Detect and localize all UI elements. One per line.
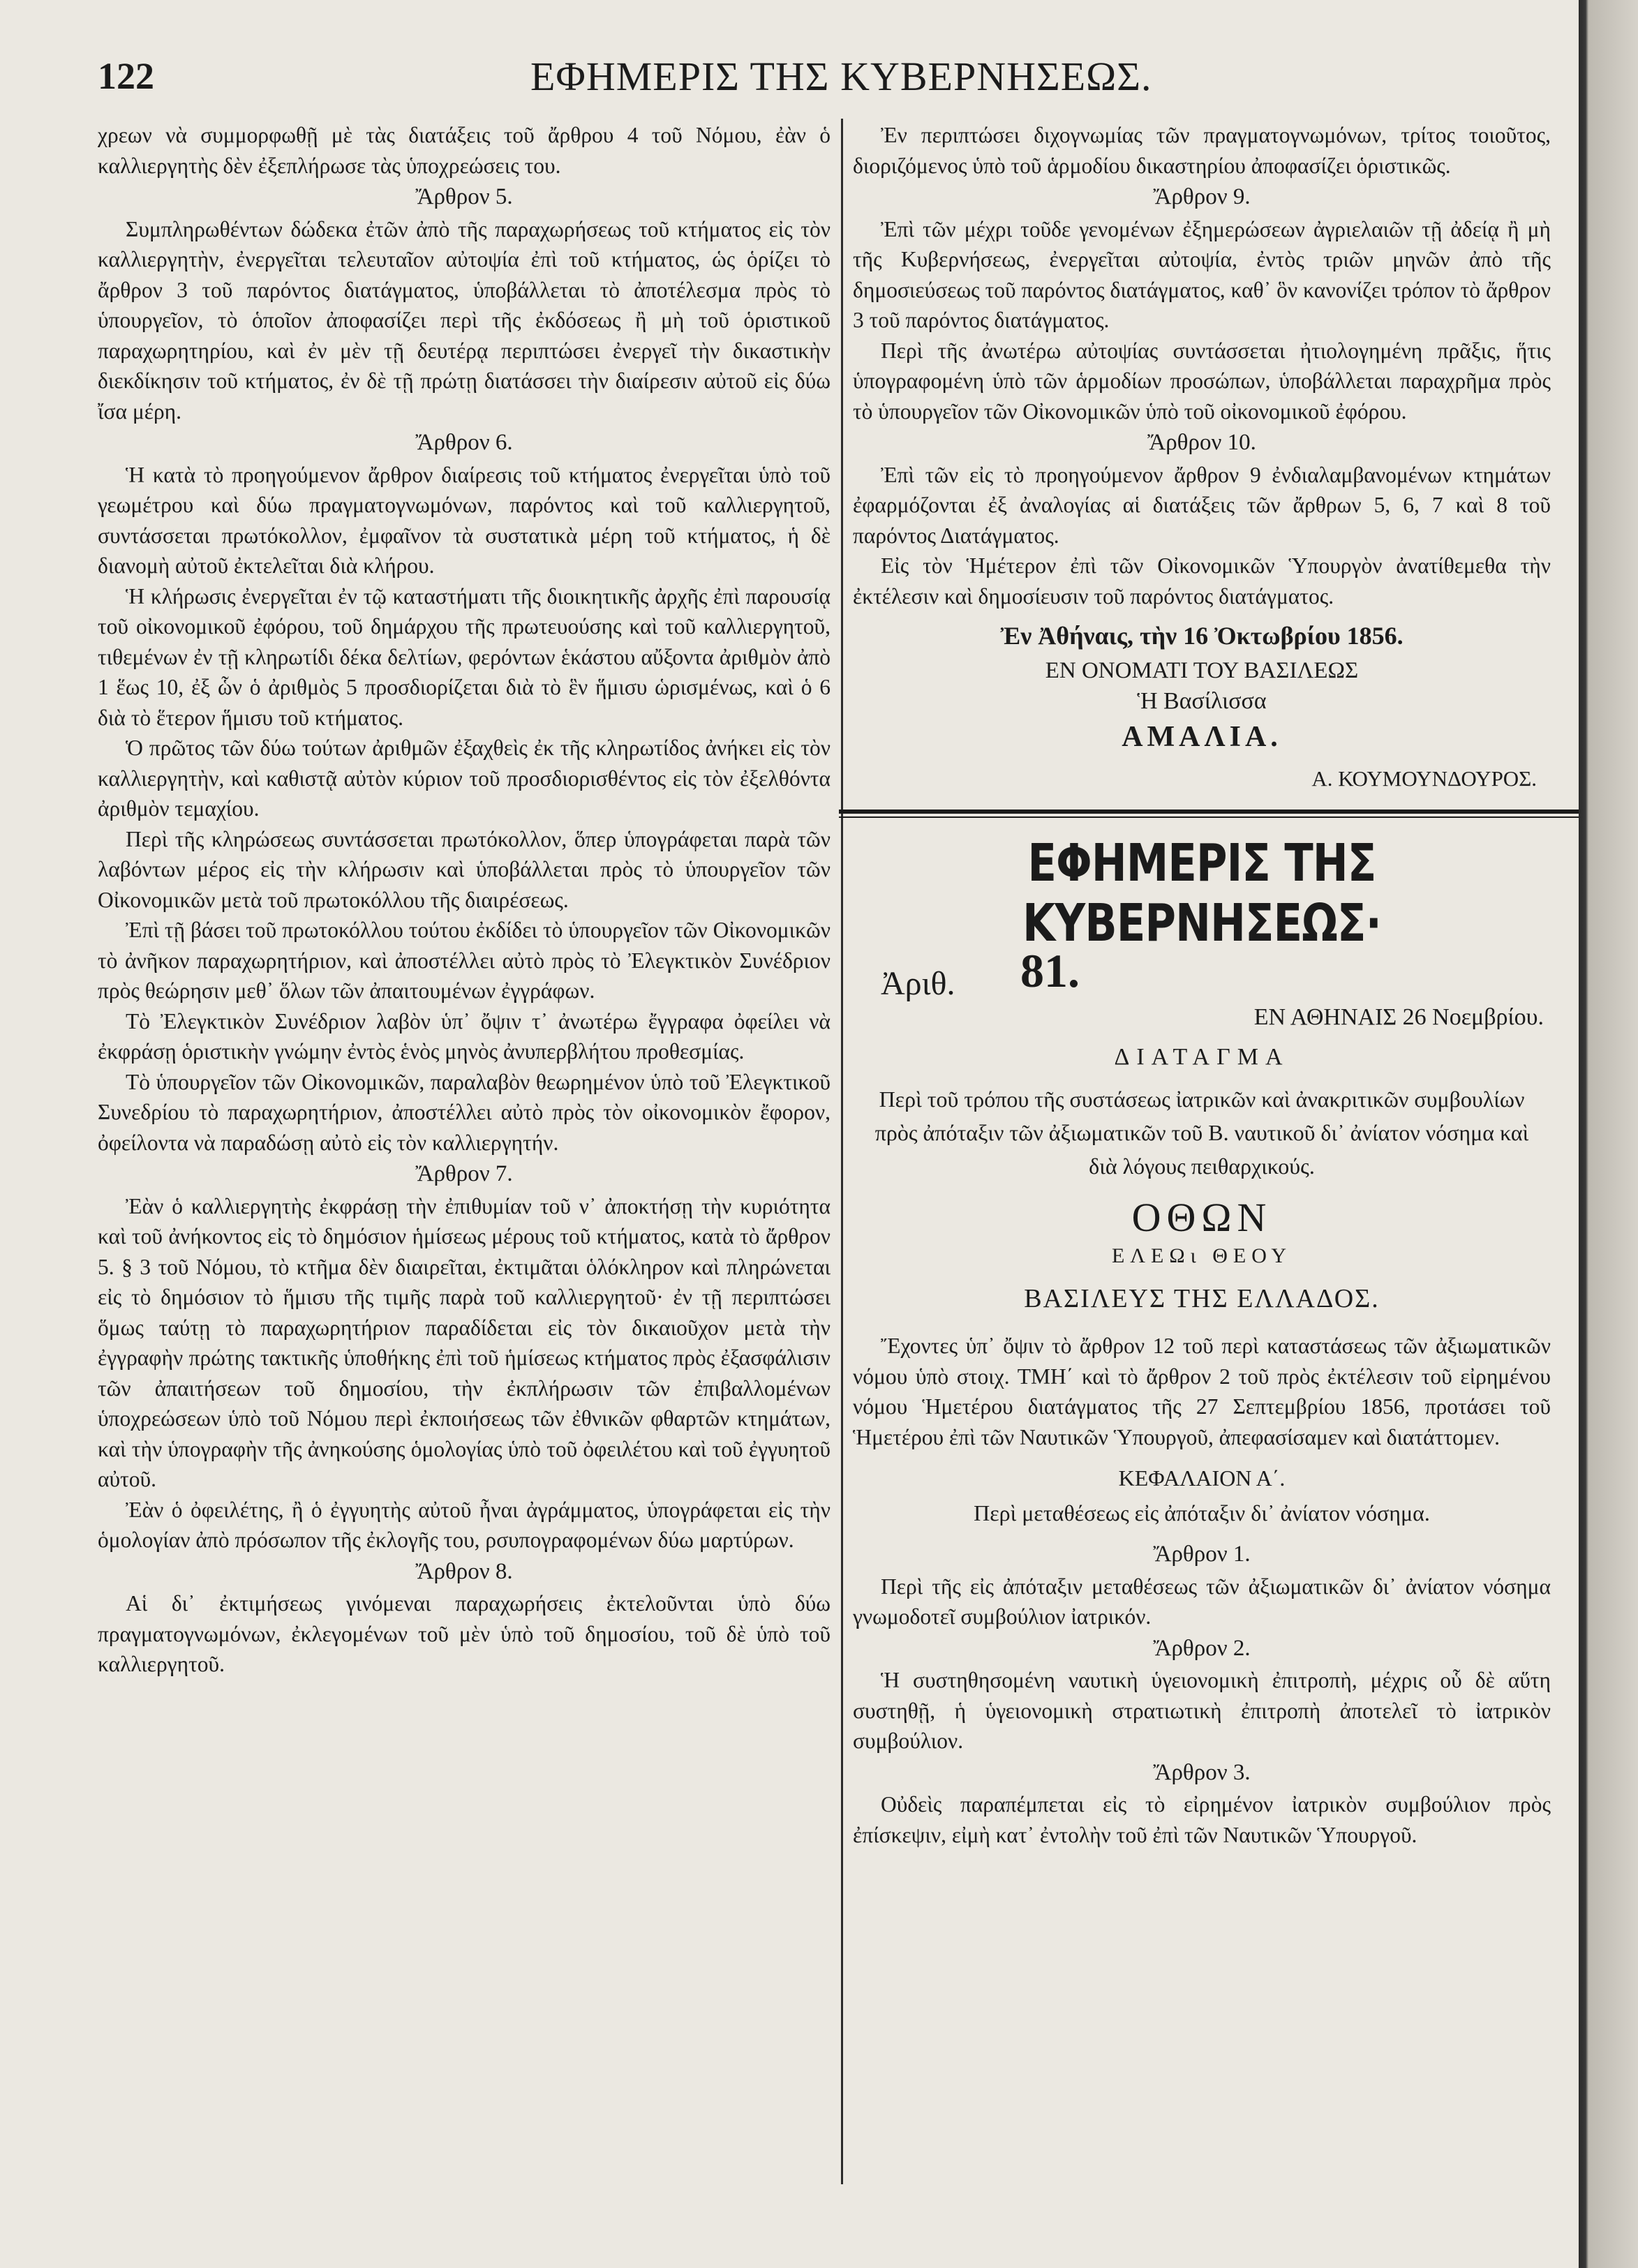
paragraph: Περὶ τῆς κληρώσεως συντάσσεται πρωτόκολλον, ὅπερ ὑπογράφεται παρὰ τῶν λαβόντων μέρος εἰς τὴν κλήρωσιν καὶ ὑποβάλλεται πρὸς τὸ ὑπουργεῖον τῶν Οἰκονομικῶν μετὰ τοῦ πρωτοκόλλου τῆς διαιρέσεως.	[98, 826, 831, 912]
article-heading: Ἄρθρον 3.	[1153, 1759, 1251, 1785]
article-heading: Ἄρθρον 9.	[1153, 184, 1251, 209]
issue-row	[853, 943, 1551, 1019]
grace-of-god: ΕΛΕΩι ΘΕΟΥ	[1111, 1244, 1293, 1267]
article-heading: Ἄρθρον 2.	[1153, 1635, 1251, 1661]
article-heading: Ἄρθρον 5.	[415, 184, 513, 209]
paragraph: Ἔχοντες ὑπ᾽ ὄψιν τὸ ἄρθρον 12 τοῦ περὶ καταστάσεως τῶν ἀξιωματικῶν νόμου ὑπὸ στοιχ. ΤΜΗ΄ καὶ τὸ ἄρθρον 2 τοῦ πρὸς ἐκτέλεσιν τοῦ εἰρημένου νόμου Ἡμετέρου διατάγματος τῆς 27 Σεπτεμβρίου 1856, προτάσει τοῦ Ἡμετέρου ἐπὶ τῶν Ναυτικῶν Ὑπουργοῦ, ἀπεφασίσαμεν καὶ διατάττομεν.	[853, 1334, 1551, 1449]
minister-signature: Α. ΚΟΥΜΟΥΝΔΟΥΡΟΣ.	[1311, 766, 1537, 791]
paragraph: Ἡ κατὰ τὸ προηγούμενον ἄρθρον διαίρεσις τοῦ κτήματος ἐνεργεῖται ὑπὸ τοῦ γεωμέτρου καὶ δύω πραγματογνωμόνων, παρόντος καὶ τοῦ καλλιεργητοῦ, συντάσσεται πρωτόκολλον, ἐμφαῖνον τὰ συστατικὰ μέρη τοῦ κτήματος, ἡ δὲ διανομὴ αὐτοῦ ἐκτελεῖται διὰ κλήρου.	[98, 462, 831, 578]
issue-label: Ἀριθ.	[881, 964, 955, 1002]
chapter-subject: Περὶ μεταθέσεως εἰς ἀπόταξιν δι᾽ ἀνίατον νόσημα.	[974, 1500, 1430, 1525]
article-heading: Ἄρθρον 10.	[1147, 430, 1256, 455]
section-divider-thick	[839, 810, 1579, 814]
paragraph: Συμπληρωθέντων δώδεκα ἐτῶν ἀπὸ τῆς παραχωρήσεως τοῦ κτήματος εἰς τὸν καλλιεργητὴν, ἐνεργεῖται τελευταῖον αὐτοψία ἐπὶ τοῦ κτήματος, ὡς ὁρίζει τὸ ἄρθρον 3 τοῦ παρόντος διατάγματος, ὑποβάλλεται τὸ ἀποτέλεσμα πρὸς τὸ ὑπουργεῖον, τὸ ὁποῖον ἀποφασίζει περὶ τῆς ἐκδόσεως ἢ μὴ τοῦ ὁριστικοῦ παραχωρητηρίου, καὶ ἐν μὲν τῇ δευτέρᾳ περιπτώσει ἐνεργεῖ τὴν δικαστικὴν διεκδίκησιν τοῦ κτήματος, ἐν δὲ τῇ πρώτῃ διατάσσει τὴν διαίρεσιν αὐτοῦ εἰς δύω ἴσα μέρη.	[98, 216, 831, 424]
article-heading: Ἄρθρον 6.	[415, 430, 513, 455]
binding-edge	[1579, 0, 1638, 2268]
queen-title: Ἡ Βασίλισσα	[1137, 688, 1267, 714]
decree-heading: ΔΙΑΤΑΓΜΑ	[1114, 1044, 1290, 1070]
page-header	[98, 49, 1549, 105]
right-column	[853, 120, 1551, 1850]
paragraph: Εἰς τὸν Ἡμέτερον ἐπὶ τῶν Οἰκονομικῶν Ὑπουργὸν ἀνατίθεμεθα τὴν ἐκτέλεσιν καὶ δημοσίευσιν τοῦ παρόντος διατάγματος.	[853, 553, 1551, 609]
decree-date: Ἐν Ἀθήναις, τὴν 16 Ὀκτωβρίου 1856.	[1000, 622, 1404, 650]
page-number: 122	[98, 55, 154, 97]
paragraph: Ἐπὶ τῶν μέχρι τοῦδε γενομένων ἐξημερώσεων ἀγριελαιῶν τῇ ἀδείᾳ ἢ μὴ τῆς Κυβερνήσεως, ἐνεργεῖται αὐτοψία, ἐντὸς τριῶν μηνῶν ἀπὸ τῆς δημοσιεύσεως τοῦ παρόντος διατάγματος, καθ᾽ ὃν κανονίζει τρόπον τὸ ἄρθρον 3 τοῦ παρόντος διατάγματος.	[853, 216, 1551, 332]
paragraph: Ὁ πρῶτος τῶν δύω τούτων ἀριθμῶν ἐξαχθεὶς ἐκ τῆς κληρωτίδος ἀνήκει εἰς τὸν καλλιεργητὴν, καὶ καθιστᾷ αὐτὸν κύριον τοῦ προσδιορισθέντος εἰς τὸν ἐξελθόντα ἀριθμὸν τεμαχίου.	[98, 736, 831, 821]
paragraph: Ἐν περιπτώσει διχογνωμίας τῶν πραγματογνωμόνων, τρίτος τοιοῦτος, διοριζόμενος ὑπὸ τοῦ ἁρμοδίου δικαστηρίου ἀποφασίζει ὁριστικῶς.	[853, 123, 1551, 178]
section-divider-thin	[839, 816, 1579, 818]
queen-signature: ΑΜΑΛΙΑ.	[1122, 720, 1282, 753]
paragraph: Ἐπὶ τῇ βάσει τοῦ πρωτοκόλλου τούτου ἐκδίδει τὸ ὑπουργεῖον τῶν Οἰκονομικῶν τὸ ἀνῆκον παραχωρητήριον, καὶ ἀποστέλλει αὐτὸ πρὸς τὸ Ἐλεγκτικὸν Συνέδριον πρὸς θεώρησιν μεθ᾽ ὅλων τῶν ἀπαιτουμένων ἐγγράφων.	[98, 918, 831, 1003]
paragraph: χρεων νὰ συμμορφωθῇ μὲ τὰς διατάξεις τοῦ ἄρθρου 4 τοῦ Νόμου, ἐὰν ὁ καλλιεργητὴς δὲν ἐξεπλήρωσε τὰς ὑποχρεώσεις του.	[98, 123, 831, 178]
running-title: ΕΦΗΜΕΡΙΣ ΤΗΣ ΚΥΒΕΡΝΗΣΕΩΣ.	[530, 54, 1152, 99]
paragraph: Οὐδεὶς παραπέμπεται εἰς τὸ εἰρημένον ἰατρικὸν συμβούλιον πρὸς ἐπίσκεψιν, εἰμὴ κατ᾽ ἐντολὴν τοῦ ἐπὶ τῶν Ναυτικῶν Ὑπουργοῦ.	[853, 1792, 1551, 1847]
gazette-masthead: ΕΦΗΜΕΡΙΣ ΤΗΣ ΚΥΒΕΡΝΗΣΕΩΣ·	[1022, 833, 1381, 953]
king-title: ΒΑΣΙΛΕΥΣ ΤΗΣ ΕΛΛΑΔΟΣ.	[1024, 1283, 1380, 1313]
chapter-heading: ΚΕΦΑΛΑΙΟΝ Α΄.	[1118, 1465, 1286, 1491]
decree-subject: Περὶ τοῦ τρόπου τῆς συστάσεως ἰατρικῶν καὶ ἀνακριτικῶν συμβουλίων πρὸς ἀπόταξιν τῶν ἀξιωματικῶν τοῦ Β. ναυτικοῦ δι᾽ ἀνίατον νόσημα καὶ διὰ λόγους πειθαρχικούς.	[874, 1086, 1529, 1179]
paragraph: Ἡ κλήρωσις ἐνεργεῖται ἐν τῷ καταστήματι τῆς διοικητικῆς ἀρχῆς ἐπὶ παρουσίᾳ τοῦ οἰκονομικοῦ ἐφόρου, τοῦ δημάρχου τῆς πρωτευούσης καὶ τοῦ καλλιεργητοῦ, τιθεμένων ἐν τῇ κληρωτίδι δέκα δελτίων, φερόντων ἑκάστου αὔξοντα ἀριθμὸν ἀπὸ 1 ἕως 10, ἐξ ὧν ὁ ἀριθμὸς 5 προσδιορίζεται διὰ τὸ ἓν ἥμισυ ὡρισμένως, καὶ ὁ 6 διὰ τὸ ἕτερον ἥμισυ τοῦ κτήματος.	[98, 583, 831, 730]
paragraph: Αἱ δι᾽ ἐκτιμήσεως γινόμεναι παραχωρήσεις ἐκτελοῦνται ὑπὸ δύω πραγματογνωμόνων, ἐκλεγομένων τοῦ μὲν ὑπὸ τοῦ δημοσίου, τοῦ δὲ ὑπὸ τοῦ καλλιεργητοῦ.	[98, 1591, 831, 1676]
paragraph: Τὸ ὑπουργεῖον τῶν Οἰκονομικῶν, παραλαβὸν θεωρημένον ὑπὸ τοῦ Ἐλεγκτικοῦ Συνεδρίου τὸ παραχωρητήριον, ἀποστέλλει αὐτὸ πρὸς τὸν οἰκονομικὸν ἔφορον, ὀφείλοντα νὰ παραδώσῃ αὐτὸ εἰς τὸν καλλιεργητήν.	[98, 1069, 831, 1155]
left-column	[98, 120, 831, 1680]
article-heading: Ἄρθρον 1.	[1153, 1542, 1251, 1567]
paragraph: Ἐπὶ τῶν εἰς τὸ προηγούμενον ἄρθρον 9 ἐνδιαλαμβανομένων κτημάτων ἐφαρμόζονται ἐξ ἀναλογίας αἱ διατάξεις τῶν ἄρθρων 5, 6, 7 καὶ 8 τοῦ παρόντος Διατάγματος.	[853, 462, 1551, 548]
paragraph: Ἐὰν ὁ ὀφειλέτης, ἢ ὁ ἐγγυητὴς αὐτοῦ ἦναι ἀγράμματος, ὑπογράφεται εἰς τὴν ὁμολογίαν ἀπὸ πρόσωπον τῆς ἐκλογῆς του, ρσυπογραφομένων δύω μαρτύρων.	[98, 1497, 831, 1552]
paragraph: Ἡ συστηθησομένη ναυτικὴ ὑγειονομικὴ ἐπιτροπὴ, μέχρις οὗ δὲ αὕτη συστηθῇ, ἡ ὑγειονομικὴ στρατιωτικὴ ἐπιτροπὴ ἀποτελεῖ τὸ ἰατρικὸν συμβούλιον.	[853, 1668, 1551, 1753]
issue-date: ΕΝ ΑΘΗΝΑΙΣ 26 Νοεμβρίου.	[1253, 1004, 1544, 1030]
paragraph: Τὸ Ἐλεγκτικὸν Συνέδριον λαβὸν ὑπ᾽ ὄψιν τ᾽ ἀνωτέρω ἔγγραφα ὀφείλει νὰ ἐκφράσῃ ὁριστικὴν γνώμην ἐντὸς ἑνὸς μηνὸς ἀνυπερβλήτου προθεσμίας.	[98, 1008, 831, 1064]
column-divider	[841, 119, 843, 2184]
article-heading: Ἄρθρον 7.	[415, 1161, 513, 1186]
article-heading: Ἄρθρον 8.	[415, 1558, 513, 1584]
paragraph: Περὶ τῆς ἀνωτέρω αὐτοψίας συντάσσεται ἠτιολογημένη πρᾶξις, ἥτις ὑπογραφομένη ὑπὸ τῶν ἁρμοδίων προσώπων, ὑποβάλλεται παραχρῆμα πρὸς τὸ ὑπουργεῖον τῶν Οἰκονομικῶν ὑπὸ τοῦ οἰκονομικοῦ ἐφόρου.	[853, 338, 1551, 424]
king-name: ΟΘΩΝ	[1131, 1194, 1272, 1240]
paragraph: Ἐὰν ὁ καλλιεργητὴς ἐκφράσῃ τὴν ἐπιθυμίαν τοῦ ν᾽ ἀποκτήσῃ τὴν κυριότητα καὶ τοῦ ἀνήκοντος εἰς τὸ δημόσιον ἡμίσεως μέρους τοῦ κτήματος, κατὰ τὸ ἄρθρον 5. § 3 τοῦ Νόμου, τὸ κτῆμα δὲν διαιρεῖται, ἐκτιμᾶται ὁλόκληρον καὶ πληρώνεται εἰς τὸ δημόσιον τὸ ἥμισυ τῆς τιμῆς παρὰ τοῦ καλλιεργητοῦ· ἐν τῇ περιπτώσει ὅμως ταύτῃ τὸ παραχωρητήριον παραδίδεται εἰς τὸν δικαιοῦχον μετὰ τὴν ἐγγραφὴν πρώτης τακτικῆς ὑποθήκης ἐπὶ τοῦ ἡμίσεως κτήματος πρὸς ἐξασφάλισιν τῶν ἀπαιτήσεων τοῦ δημοσίου, τὴν ἐκπλήρωσιν τῶν ἐπιβαλλομένων ὑποχρεώσεων ὑπὸ τοῦ Νόμου περὶ ἐκποιήσεως τῶν ἐθνικῶν φθαρτῶν κτημάτων, καὶ τὴν ὑπογραφὴν τῆς ἀνηκούσης ὁμολογίας ὑπὸ τοῦ ὀφειλέτου καὶ τοῦ ἐγγυητοῦ αὐτοῦ.	[98, 1193, 831, 1491]
paragraph: Περὶ τῆς εἰς ἀπόταξιν μεταθέσεως τῶν ἀξιωματικῶν δι᾽ ἀνίατον νόσημα γνωμοδοτεῖ συμβούλιον ἰατρικόν.	[853, 1574, 1551, 1629]
issue-number: 81.	[1020, 943, 1080, 997]
in-name-of-king: ΕΝ ΟΝΟΜΑΤΙ ΤΟΥ ΒΑΣΙΛΕΩΣ	[1045, 657, 1359, 683]
